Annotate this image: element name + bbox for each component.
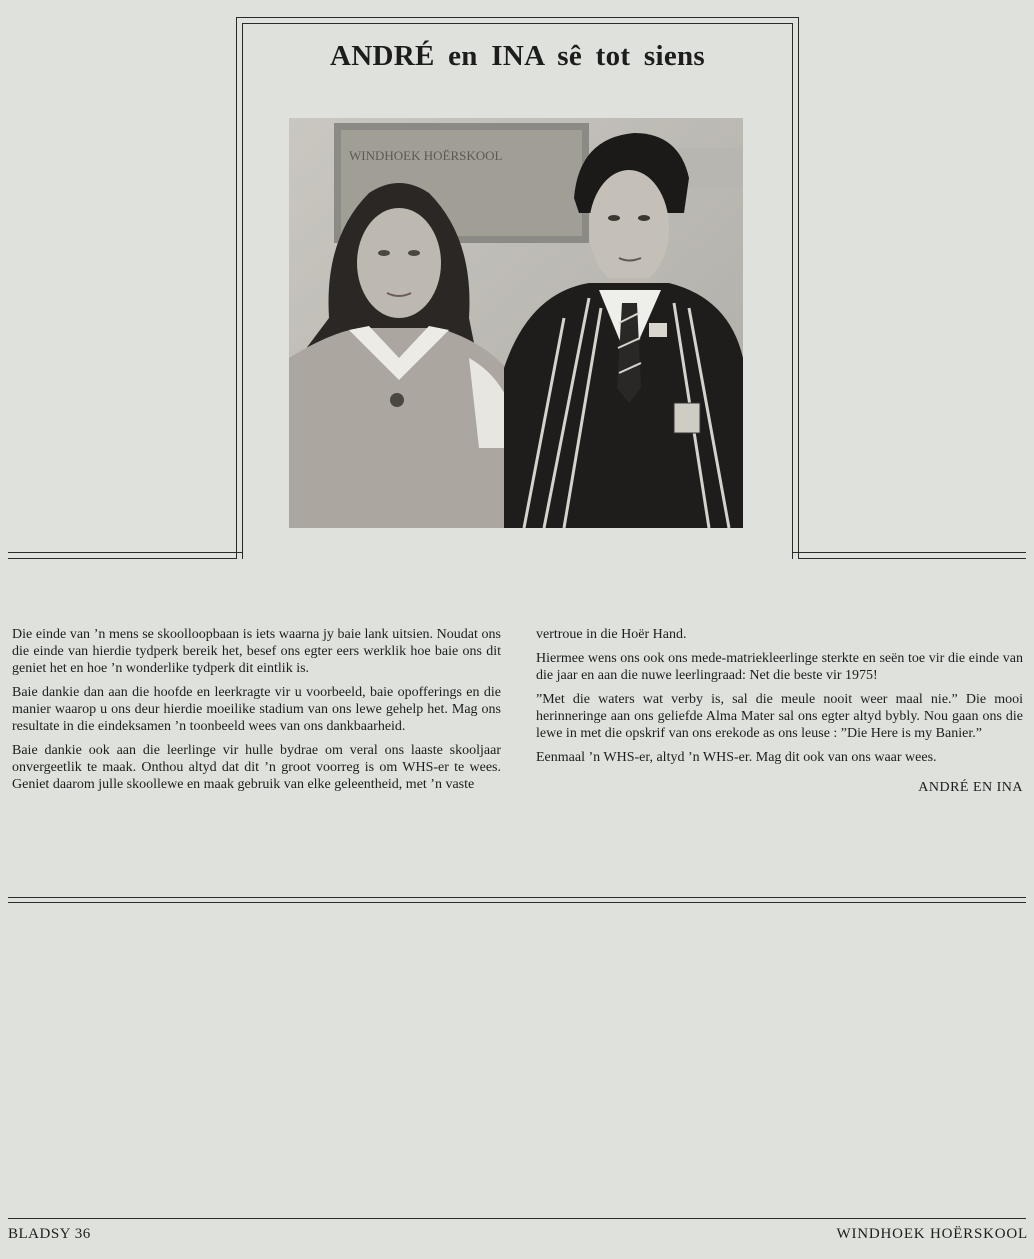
paragraph: vertroue in die Hoër Hand. xyxy=(536,627,687,642)
article-end-rule-1 xyxy=(8,897,1026,898)
signature: ANDRÉ EN INA xyxy=(918,780,1023,795)
article-end-rule-2 xyxy=(8,902,1026,903)
frame-rule-left-2 xyxy=(8,558,236,559)
article-column-right xyxy=(536,626,1023,803)
portrait-photo xyxy=(289,118,743,528)
paragraph: Baie dankie dan aan die hoofde en leerkragte vir u voorbeeld, baie opofferings en die manier waarop u ons deur hierdie moeilike stadium van ons lewe gehelp het. Mag ons resultate in die eindeksamen ’n toonbeeld wees van ons dankbaarheid. xyxy=(12,685,501,734)
frame-rule-left-1 xyxy=(8,552,242,553)
frame-rule-right-2 xyxy=(799,558,1026,559)
paragraph: Hiermee wens ons ook ons mede-matriekleerlinge sterkte en seën toe vir die einde van die jaar en aan die nuwe leerlingraad: Net die beste vir 1975! xyxy=(536,651,1023,683)
article-column-left xyxy=(12,626,501,800)
paragraph: ”Met die waters wat verby is, sal die meule nooit weer maal nie.” Die mooi herinneringe aan ons geliefde Alma Mater sal ons egter altyd bybly. Nou gaan ons die lewe in met die opskrif van ons erekode as ons leuse : ”Die Here is my Banier.” xyxy=(536,692,1023,741)
paragraph: Baie dankie ook aan die leerlinge vir hulle bydrae om veral ons laaste skooljaar onvergeetlik te maak. Onthou altyd dat dit ’n groot voorreg is om WHS-er te wees. Geniet daarom julle skoollewe en maak gebruik van elke geleentheid, met ’n vaste xyxy=(12,743,501,792)
paragraph: Die einde van ’n mens se skoolloopbaan is iets waarna jy baie lank uitsien. Noudat ons die einde van hierdie tydperk bereik het, besef ons egter eers werklik hoe baie ons dit geniet het en hoe ’n wonderlike tydperk dit eintlik is. xyxy=(12,627,501,676)
frame-rule-right-1 xyxy=(793,552,1026,553)
paragraph: Eenmaal ’n WHS-er, altyd ’n WHS-er. Mag dit ook van ons waar wees. xyxy=(536,750,937,765)
article-title: ANDRÉ en INA sê tot siens xyxy=(329,40,706,72)
footer-rule xyxy=(8,1218,1026,1219)
page-number: BLADSY 36 xyxy=(8,1226,91,1242)
publication-name: WINDHOEK HOËRSKOOL xyxy=(836,1226,1028,1242)
plaque-text: WINDHOEK HOËRSKOOL xyxy=(349,148,503,163)
